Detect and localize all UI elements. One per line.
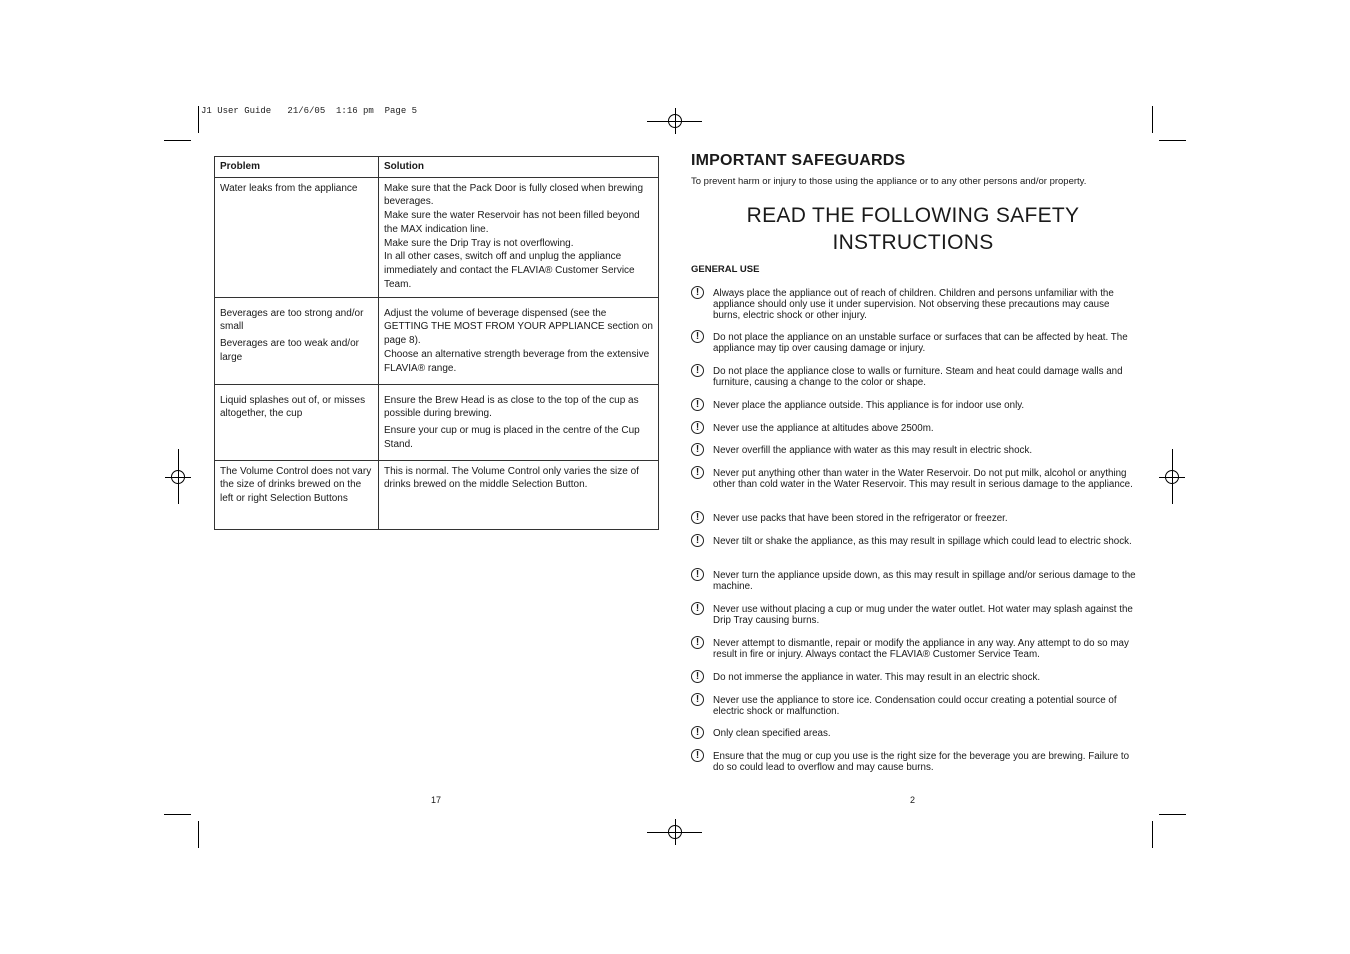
solution-cell: This is normal. The Volume Control only varies the size of drinks brewed on the middle Selection Button. <box>379 460 659 529</box>
warning-icon: ! <box>691 466 704 479</box>
table-row <box>215 384 659 460</box>
problem-cell: Beverages are too strong and/or small Beverages are too weak and/or large <box>215 297 379 384</box>
warning-icon: ! <box>691 568 704 581</box>
troubleshooting-table <box>214 156 659 530</box>
problem-cell: Water leaks from the appliance <box>215 177 379 297</box>
warning-icon: ! <box>691 693 704 706</box>
warning-icon: ! <box>691 443 704 456</box>
table-row <box>215 297 659 384</box>
table-header-row <box>215 157 659 178</box>
page-number-left: 17 <box>431 795 442 805</box>
table-row <box>215 177 659 297</box>
solution-cell: Adjust the volume of beverage dispensed (see the GETTING THE MOST FROM YOUR APPLIANCE section on page 8). Choose an alternative strength beverage from the extensive FLAVIA® range. <box>379 297 659 384</box>
warning-icon: ! <box>691 286 704 299</box>
warning-icon: ! <box>691 726 704 739</box>
warning-icon: ! <box>691 398 704 411</box>
warning-icon: ! <box>691 511 704 524</box>
warning-icon: ! <box>691 364 704 377</box>
column-header-problem: Problem <box>215 157 379 178</box>
printer-slug: J1 User Guide 21/6/05 1:16 pm Page 5 <box>201 106 418 116</box>
solution-cell: Make sure that the Pack Door is fully closed when brewing beverages. Make sure the water Reservoir has not been filled beyond the MAX indication line. Make sure the Drip Tray is not overflowing. In all other cases, switch off and unplug the appliance immediately and contact the FLAVIA® Customer Service Team. <box>379 177 659 297</box>
intro-text: To prevent harm or injury to those using the appliance or to any other persons and/or property. <box>691 176 1087 187</box>
warning-icon: ! <box>691 330 704 343</box>
warning-icon: ! <box>691 534 704 547</box>
warning-icon: ! <box>691 670 704 683</box>
warning-icon: ! <box>691 749 704 762</box>
warning-icon: ! <box>691 636 704 649</box>
page-number-right: 2 <box>910 795 916 805</box>
problem-cell: Liquid splashes out of, or misses altogether, the cup <box>215 384 379 460</box>
table-row <box>215 460 659 529</box>
warning-icon: ! <box>691 421 704 434</box>
column-header-solution: Solution <box>379 157 659 178</box>
safety-title: READ THE FOLLOWING SAFETY INSTRUCTIONS <box>746 204 1080 254</box>
solution-cell: Ensure the Brew Head is as close to the top of the cup as possible during brewing. Ensure your cup or mug is placed in the centre of the Cup Stand. <box>379 384 659 460</box>
heading-important-safeguards: IMPORTANT SAFEGUARDS <box>691 152 906 169</box>
section-general-use: GENERAL USE <box>691 264 760 275</box>
problem-cell: The Volume Control does not vary the size of drinks brewed on the left or right Selection Buttons <box>215 460 379 529</box>
warning-icon: ! <box>691 602 704 615</box>
